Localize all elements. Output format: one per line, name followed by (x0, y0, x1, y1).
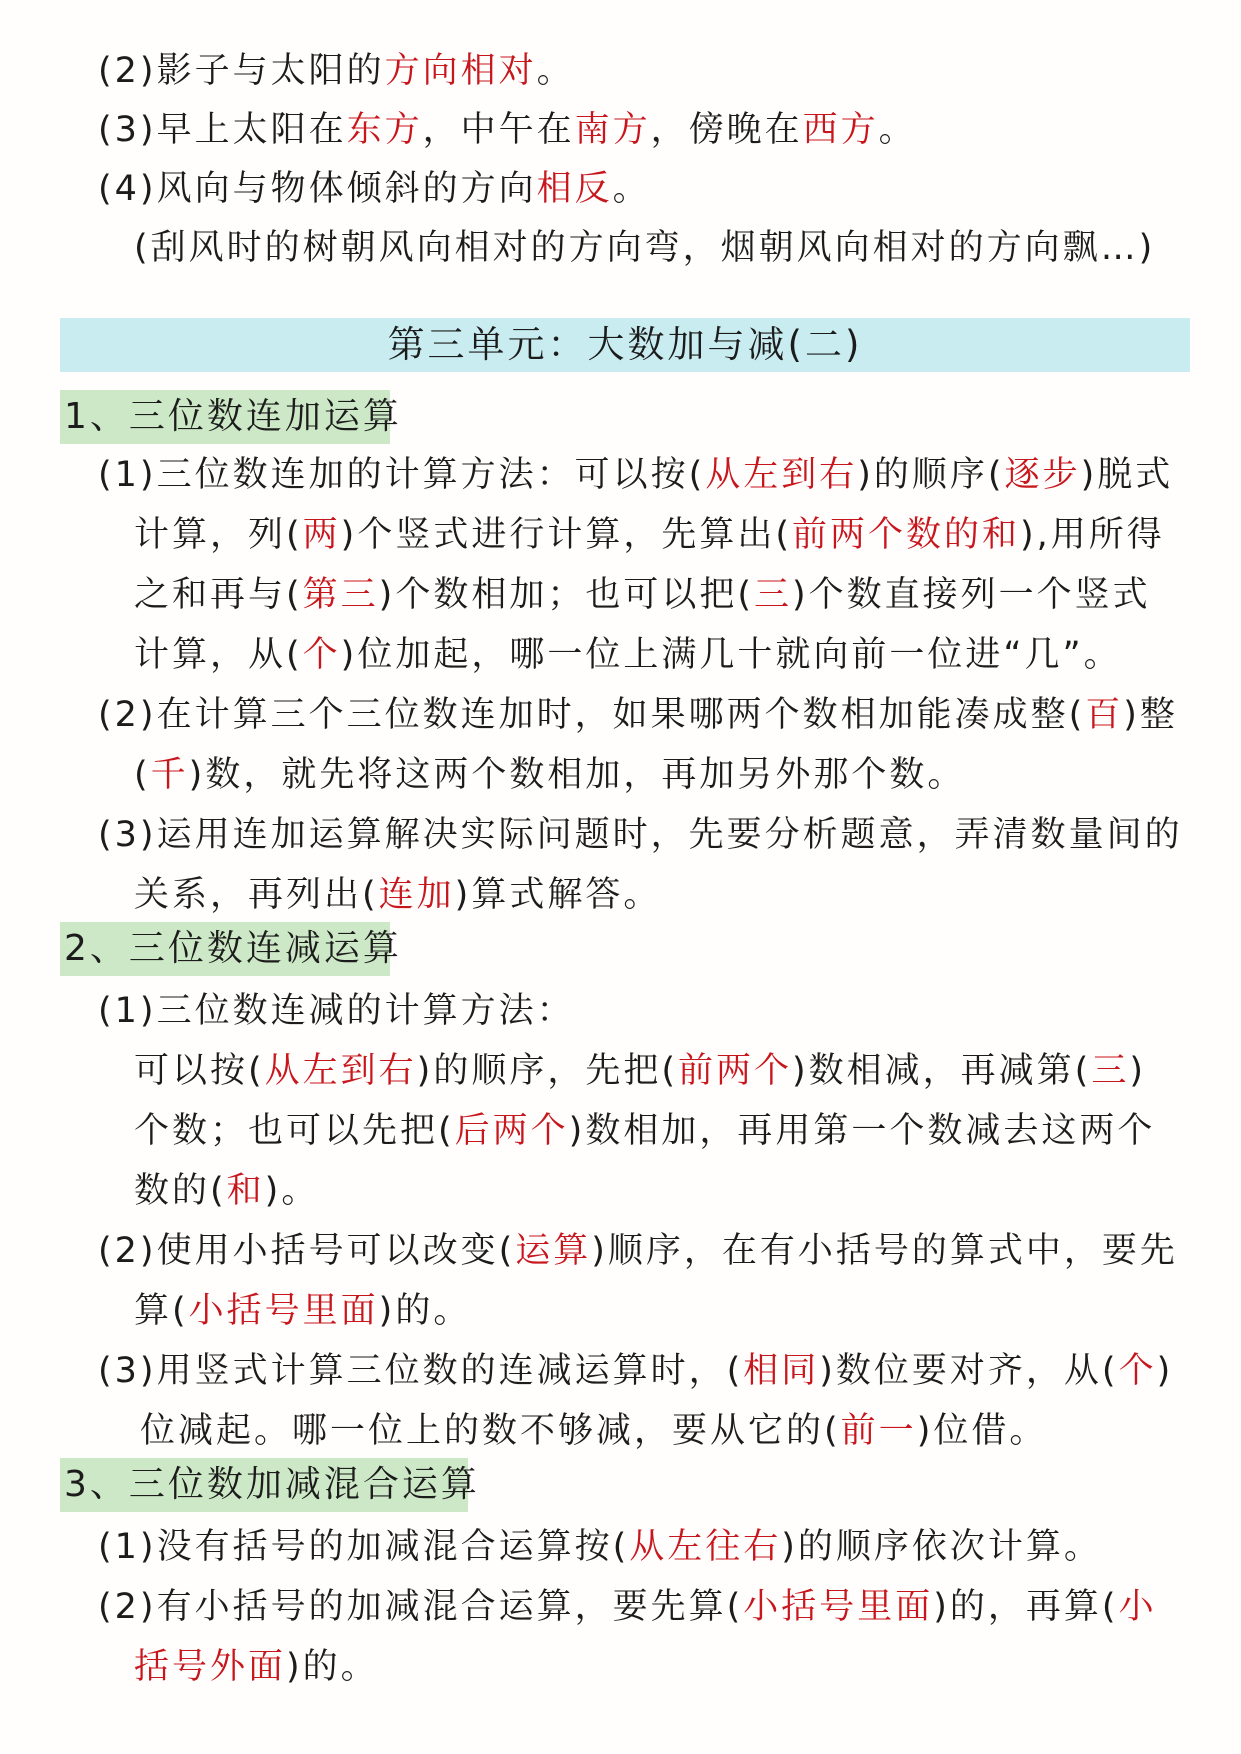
item-wind-direction: (4)风向与物体倾斜的方向相反。 (98, 169, 651, 209)
s1-line-8: 关系，再列出(连加)算式解答。 (134, 875, 662, 915)
s2-line-5: (2)使用小括号可以改变(运算)顺序，在有小括号的算式中，要先 (98, 1231, 1178, 1271)
s3-line-3: 括号外面)的。 (134, 1647, 379, 1687)
s1-line-1: (1)三位数连加的计算方法：可以按(从左到右)的顺序(逐步)脱式 (98, 455, 1174, 495)
s2-line-8: 位减起。哪一位上的数不够减，要从它的(前一)位借。 (140, 1411, 1048, 1451)
item-shadow-direction: (2)影子与太阳的方向相对。 (98, 51, 575, 91)
s3-line-2: (2)有小括号的加减混合运算，要先算(小括号里面)的，再算(小 (98, 1587, 1157, 1627)
s3-line-1: (1)没有括号的加减混合运算按(从左往右)的顺序依次计算。 (98, 1527, 1102, 1567)
s2-line-1: (1)三位数连减的计算方法： (98, 991, 575, 1031)
s2-line-4: 数的(和)。 (134, 1171, 320, 1211)
item-wind-note: (刮风时的树朝风向相对的方向弯，烟朝风向相对的方向飘…) (134, 228, 1156, 268)
s2-line-3: 个数；也可以先把(后两个)数相加，再用第一个数减去这两个 (134, 1111, 1156, 1151)
section-heading-3: 3、三位数加减混合运算 (60, 1458, 468, 1512)
s2-line-2: 可以按(从左到右)的顺序，先把(前两个)数相减，再减第(三) (134, 1051, 1146, 1091)
s1-line-7: (3)运用连加运算解决实际问题时，先要分析题意，弄清数量间的 (98, 815, 1183, 855)
s1-line-5: (2)在计算三个三位数连加时，如果哪两个数相加能凑成整(百)整 (98, 695, 1178, 735)
s1-line-2: 计算，列(两)个竖式进行计算，先算出(前两个数的和),用所得 (134, 515, 1165, 555)
s1-line-6: (千)数，就先将这两个数相加，再加另外那个数。 (134, 755, 966, 795)
item-sun-positions: (3)早上太阳在东方，中午在南方，傍晚在西方。 (98, 110, 917, 150)
s1-line-4: 计算，从(个)位加起，哪一位上满几十就向前一位进“几”。 (134, 635, 1122, 675)
s2-line-7: (3)用竖式计算三位数的连减运算时，(相同)数位要对齐，从(个) (98, 1351, 1174, 1391)
section-heading-2: 2、三位数连减运算 (60, 922, 390, 976)
section-heading-1: 1、三位数连加运算 (60, 390, 390, 444)
unit-title-banner (60, 318, 1190, 372)
s2-line-6: 算(小括号里面)的。 (134, 1291, 472, 1331)
s1-line-3: 之和再与(第三)个数相加；也可以把(三)个数直接列一个竖式 (134, 575, 1151, 615)
unit-title: 第三单元：大数加与减(二) (387, 323, 863, 366)
